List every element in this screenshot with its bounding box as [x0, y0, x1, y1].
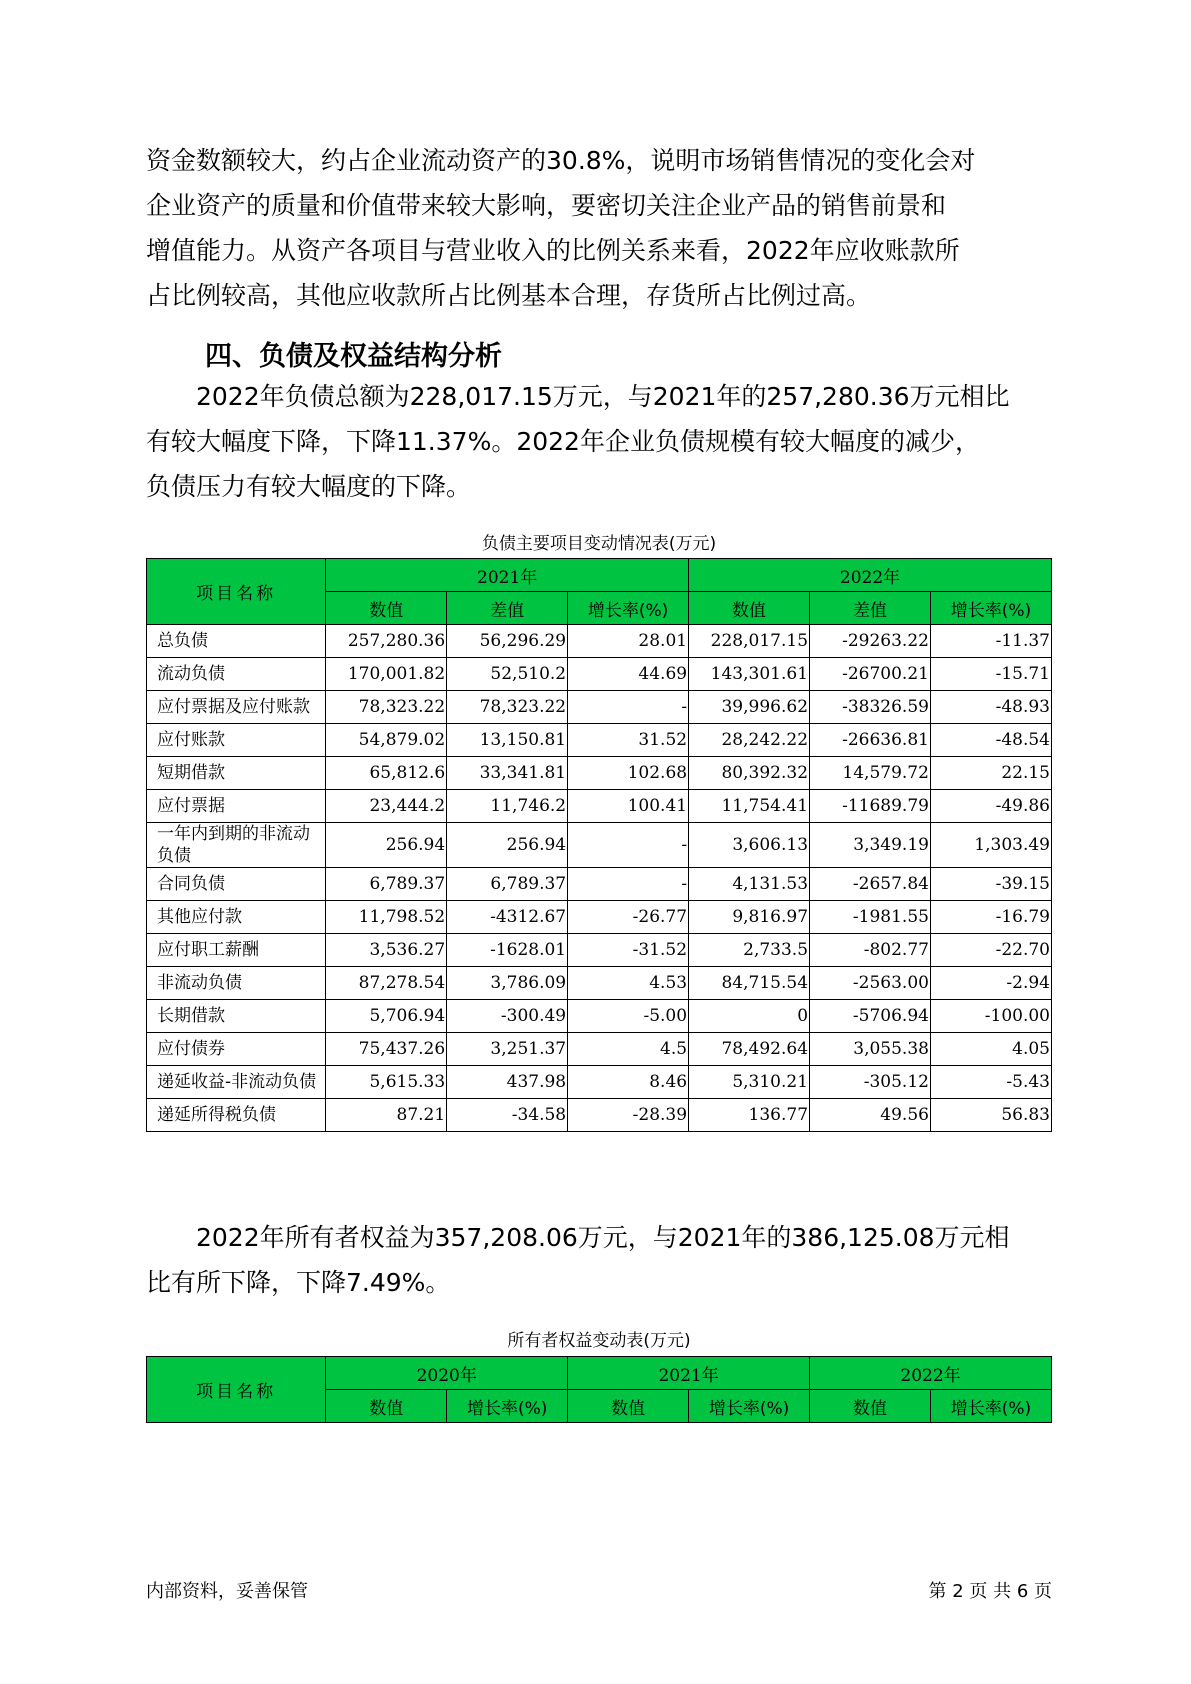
intro-line: 占比例较高，其他应收款所占比例基本合理，存货所占比例过高。 [146, 281, 872, 310]
row-value: 80,392.32 [689, 757, 810, 790]
liability-paragraph [146, 374, 1046, 509]
row-value: -22.70 [930, 934, 1051, 967]
row-value: 75,437.26 [326, 1033, 447, 1066]
row-value: 3,055.38 [810, 1033, 931, 1066]
equity-line: 2022年所有者权益为357,208.06万元，与2021年的386,125.08万元相 [196, 1223, 1010, 1252]
row-value: 143,301.61 [689, 658, 810, 691]
header-growth: 增长率(%) [930, 1390, 1051, 1423]
row-value: 256.94 [326, 823, 447, 868]
row-label: 应付职工薪酬 [147, 934, 326, 967]
row-value: 87,278.54 [326, 967, 447, 1000]
row-value: 28.01 [568, 625, 689, 658]
row-value: 23,444.2 [326, 790, 447, 823]
row-value: 228,017.15 [689, 625, 810, 658]
row-value: 31.52 [568, 724, 689, 757]
row-value: 54,879.02 [326, 724, 447, 757]
footer-confidential: 内部资料，妥善保管 [146, 1581, 308, 1602]
row-value: 256.94 [447, 823, 568, 868]
row-value: 33,341.81 [447, 757, 568, 790]
row-value: 5,706.94 [326, 1000, 447, 1033]
row-value: 11,798.52 [326, 901, 447, 934]
row-value: -29263.22 [810, 625, 931, 658]
row-value: 5,615.33 [326, 1066, 447, 1099]
row-value: 52,510.2 [447, 658, 568, 691]
header-value: 数值 [568, 1390, 689, 1423]
liability-table-caption: 负债主要项目变动情况表(万元) [481, 534, 717, 554]
row-value: -5.00 [568, 1000, 689, 1033]
row-value: -26636.81 [810, 724, 931, 757]
header-value: 数值 [810, 1390, 931, 1423]
row-value: -5706.94 [810, 1000, 931, 1033]
row-label: 合同负债 [147, 868, 326, 901]
header-value: 数值 [326, 592, 447, 625]
row-value: -100.00 [930, 1000, 1051, 1033]
row-value: -2.94 [930, 967, 1051, 1000]
intro-paragraph [146, 138, 1046, 318]
row-value: 84,715.54 [689, 967, 810, 1000]
header-growth: 增长率(%) [689, 1390, 810, 1423]
row-value: 4,131.53 [689, 868, 810, 901]
row-value: -38326.59 [810, 691, 931, 724]
row-label: 递延所得税负债 [147, 1099, 326, 1132]
row-value: -300.49 [447, 1000, 568, 1033]
header-value: 数值 [689, 592, 810, 625]
row-value: -39.15 [930, 868, 1051, 901]
row-value: 5,310.21 [689, 1066, 810, 1099]
row-value: -1628.01 [447, 934, 568, 967]
row-label: 其他应付款 [147, 901, 326, 934]
row-label: 递延收益-非流动负债 [147, 1066, 326, 1099]
row-value: 56,296.29 [447, 625, 568, 658]
row-value: 257,280.36 [326, 625, 447, 658]
row-value: 4.53 [568, 967, 689, 1000]
row-value: 3,349.19 [810, 823, 931, 868]
row-value: -11689.79 [810, 790, 931, 823]
row-value: -4312.67 [447, 901, 568, 934]
table-row [147, 1066, 1052, 1099]
row-value: 9,816.97 [689, 901, 810, 934]
row-value: 14,579.72 [810, 757, 931, 790]
row-value: -34.58 [447, 1099, 568, 1132]
row-value: -48.93 [930, 691, 1051, 724]
row-value: 78,323.22 [447, 691, 568, 724]
row-value: 2,733.5 [689, 934, 810, 967]
row-value: -16.79 [930, 901, 1051, 934]
liability-line: 负债压力有较大幅度的下降。 [146, 472, 472, 501]
table-row [147, 901, 1052, 934]
table-row [147, 790, 1052, 823]
table-row [147, 724, 1052, 757]
row-value: 102.68 [568, 757, 689, 790]
row-value: 28,242.22 [689, 724, 810, 757]
row-value: 11,746.2 [447, 790, 568, 823]
row-value: 3,251.37 [447, 1033, 568, 1066]
row-label: 短期借款 [147, 757, 326, 790]
row-value: 39,996.62 [689, 691, 810, 724]
row-label: 应付债券 [147, 1033, 326, 1066]
header-year-2022: 2022年 [689, 559, 1052, 592]
table-row [147, 757, 1052, 790]
row-value: 11,754.41 [689, 790, 810, 823]
header-item-name: 项目名称 [147, 1357, 326, 1423]
row-value: 437.98 [447, 1066, 568, 1099]
header-diff: 差值 [447, 592, 568, 625]
table-row [147, 1033, 1052, 1066]
header-growth: 增长率(%) [568, 592, 689, 625]
row-value: 3,606.13 [689, 823, 810, 868]
header-diff: 差值 [810, 592, 931, 625]
row-value: - [568, 691, 689, 724]
row-value: - [568, 868, 689, 901]
row-value: 3,786.09 [447, 967, 568, 1000]
table-row [147, 1099, 1052, 1132]
row-value: -5.43 [930, 1066, 1051, 1099]
liability-table-body [147, 625, 1052, 1132]
header-value: 数值 [326, 1390, 447, 1423]
row-value: -26.77 [568, 901, 689, 934]
row-value: -28.39 [568, 1099, 689, 1132]
row-value: - [568, 823, 689, 868]
row-value: 44.69 [568, 658, 689, 691]
header-year-2020: 2020年 [326, 1357, 568, 1390]
footer-page-number: 第 2 页 共 6 页 [928, 1581, 1052, 1602]
row-value: 78,492.64 [689, 1033, 810, 1066]
row-value: 4.5 [568, 1033, 689, 1066]
row-label: 非流动负债 [147, 967, 326, 1000]
equity-paragraph [146, 1215, 1046, 1305]
table-row [147, 934, 1052, 967]
row-value: -48.54 [930, 724, 1051, 757]
row-value: 0 [689, 1000, 810, 1033]
row-value: -15.71 [930, 658, 1051, 691]
liability-line: 2022年负债总额为228,017.15万元，与2021年的257,280.36万元相比 [196, 382, 1010, 411]
equity-table-caption: 所有者权益变动表(万元) [507, 1331, 691, 1351]
intro-line: 企业资产的质量和价值带来较大影响，要密切关注企业产品的销售前景和 [146, 191, 947, 220]
row-value: 6,789.37 [447, 868, 568, 901]
table-row [147, 823, 1052, 868]
row-value: -2563.00 [810, 967, 931, 1000]
row-value: 4.05 [930, 1033, 1051, 1066]
row-value: 22.15 [930, 757, 1051, 790]
header-year-2021: 2021年 [326, 559, 689, 592]
row-value: 100.41 [568, 790, 689, 823]
row-value: -11.37 [930, 625, 1051, 658]
row-value: 170,001.82 [326, 658, 447, 691]
row-label: 应付票据 [147, 790, 326, 823]
row-label: 一年内到期的非流动负债 [147, 823, 326, 868]
table-row [147, 868, 1052, 901]
row-value: -2657.84 [810, 868, 931, 901]
row-value: -26700.21 [810, 658, 931, 691]
row-value: 56.83 [930, 1099, 1051, 1132]
row-value: 49.56 [810, 1099, 931, 1132]
row-value: -49.86 [930, 790, 1051, 823]
table-row [147, 658, 1052, 691]
header-growth: 增长率(%) [930, 592, 1051, 625]
row-value: 78,323.22 [326, 691, 447, 724]
intro-line: 资金数额较大，约占企业流动资产的30.8%，说明市场销售情况的变化会对 [146, 146, 976, 175]
header-year-2021: 2021年 [568, 1357, 810, 1390]
row-value: -802.77 [810, 934, 931, 967]
table-row [147, 691, 1052, 724]
row-value: 3,536.27 [326, 934, 447, 967]
equity-table [146, 1356, 1052, 1423]
row-label: 应付账款 [147, 724, 326, 757]
section-heading: 四、负债及权益结构分析 [205, 341, 502, 372]
header-item-name: 项目名称 [147, 559, 326, 625]
row-value: 87.21 [326, 1099, 447, 1132]
table-row [147, 1000, 1052, 1033]
header-year-2022: 2022年 [810, 1357, 1052, 1390]
header-growth: 增长率(%) [447, 1390, 568, 1423]
table-row [147, 967, 1052, 1000]
row-value: 8.46 [568, 1066, 689, 1099]
intro-line: 增值能力。从资产各项目与营业收入的比例关系来看，2022年应收账款所 [146, 236, 960, 265]
row-label: 长期借款 [147, 1000, 326, 1033]
table-row [147, 625, 1052, 658]
equity-line: 比有所下降，下降7.49%。 [146, 1268, 451, 1297]
row-value: 13,150.81 [447, 724, 568, 757]
liability-table [146, 558, 1052, 1132]
row-label: 流动负债 [147, 658, 326, 691]
row-value: -305.12 [810, 1066, 931, 1099]
row-label: 总负债 [147, 625, 326, 658]
row-value: -1981.55 [810, 901, 931, 934]
row-value: 6,789.37 [326, 868, 447, 901]
row-value: 65,812.6 [326, 757, 447, 790]
row-value: 1,303.49 [930, 823, 1051, 868]
row-value: -31.52 [568, 934, 689, 967]
row-value: 136.77 [689, 1099, 810, 1132]
row-label: 应付票据及应付账款 [147, 691, 326, 724]
liability-line: 有较大幅度下降，下降11.37%。2022年企业负债规模有较大幅度的减少， [146, 427, 980, 456]
